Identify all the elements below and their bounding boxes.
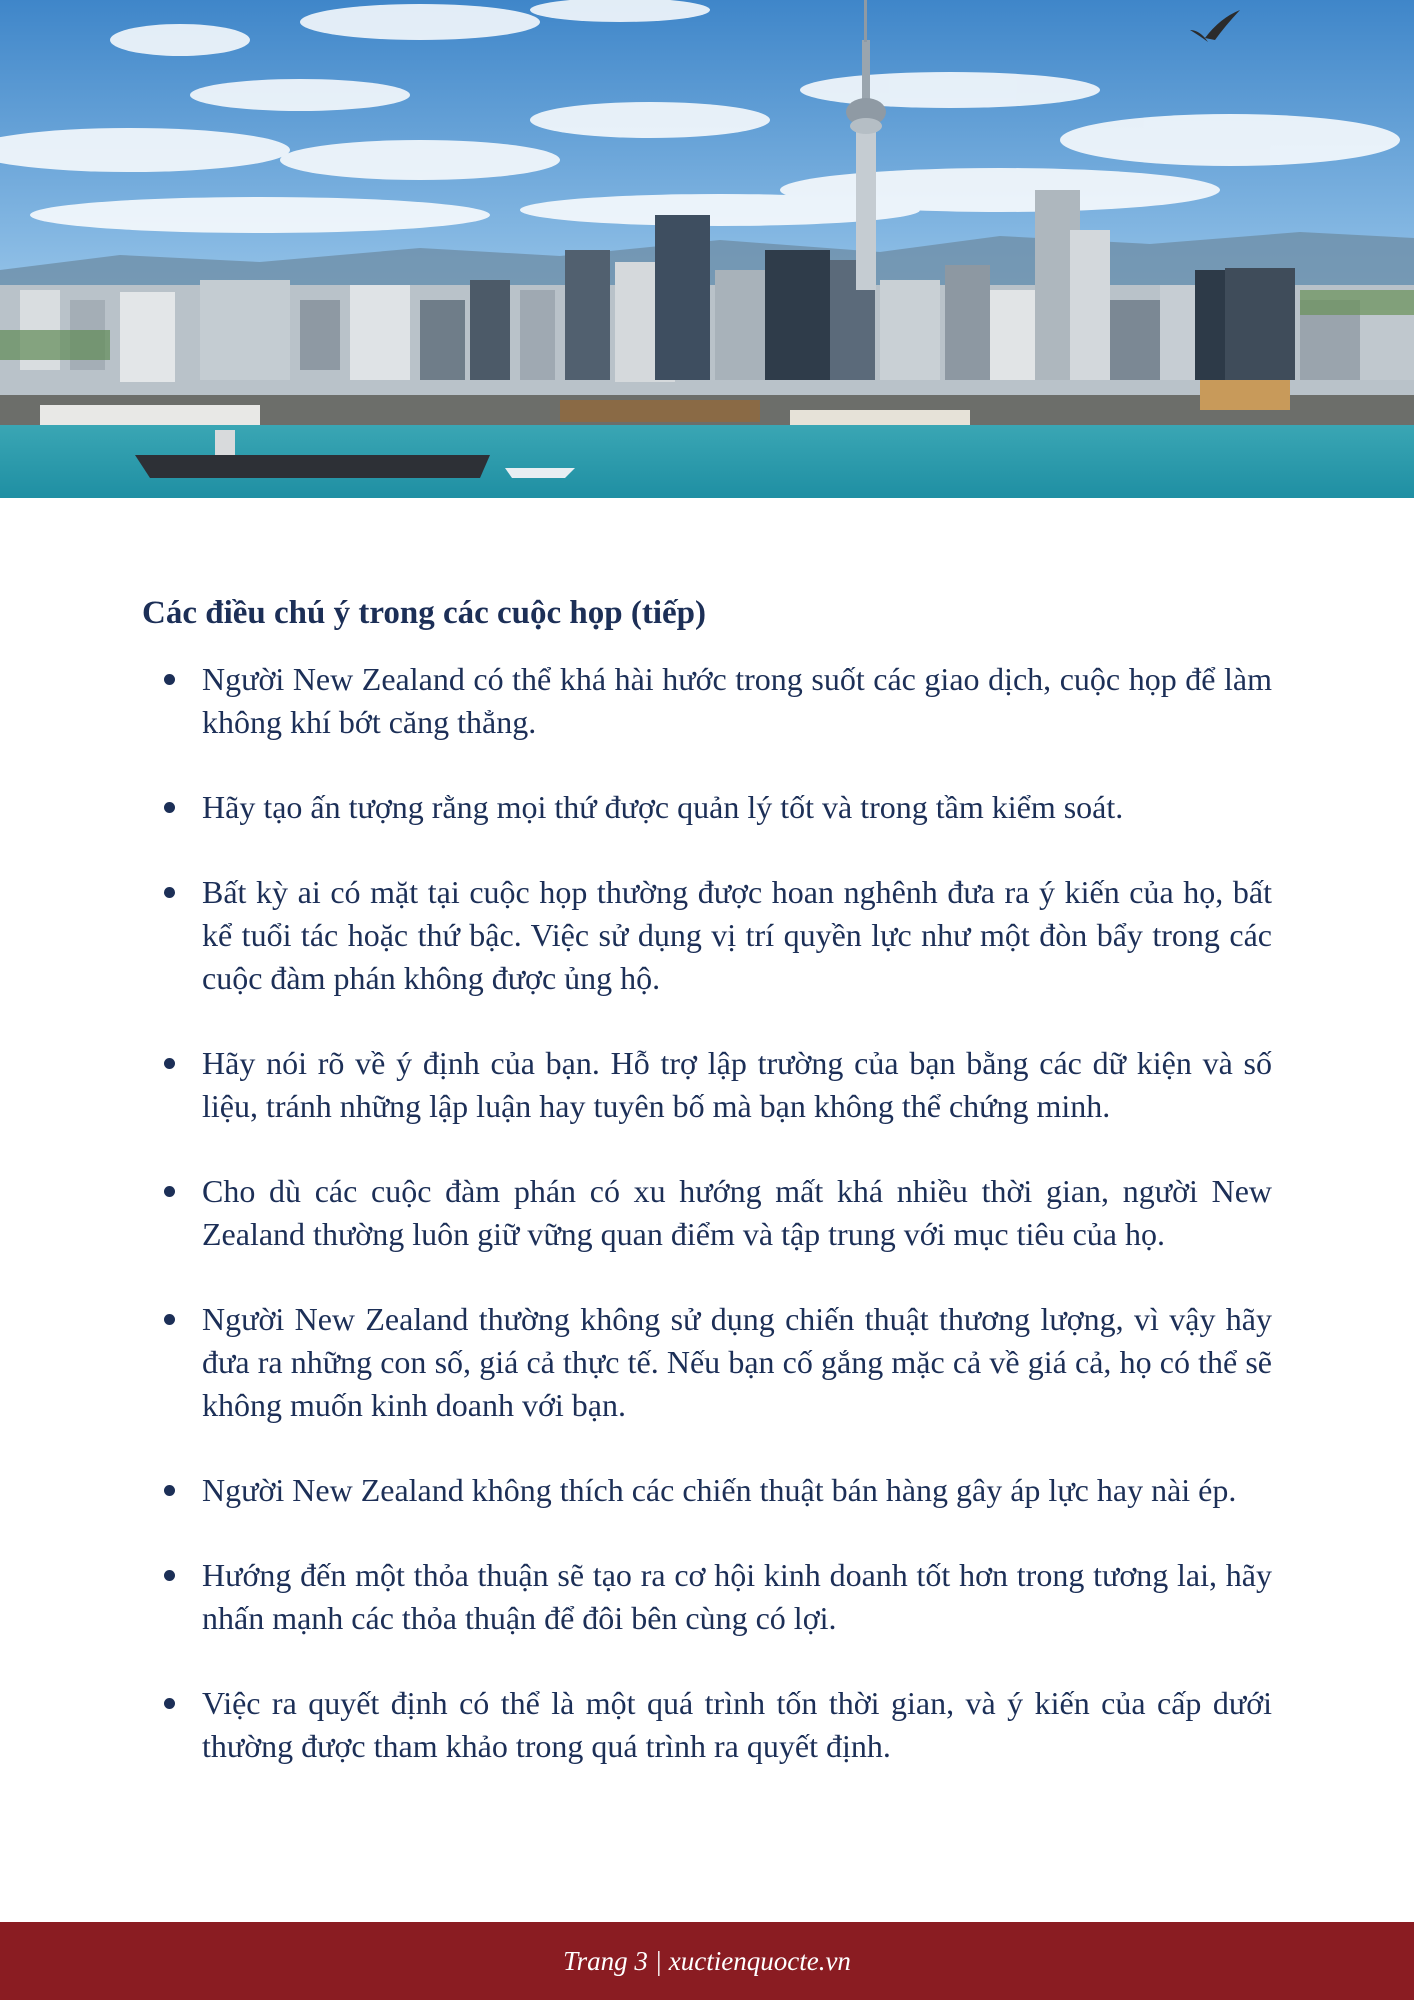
list-item-text: Hướng đến một thỏa thuận sẽ tạo ra cơ hội kinh doanh tốt hơn trong tương lai, hãy nhấn mạnh các thỏa thuận để đôi bên cùng có lợi. (202, 1557, 1272, 1636)
bullet-icon (164, 1698, 175, 1709)
hero-image (0, 0, 1414, 498)
list-item (142, 1298, 1272, 1427)
list-item (142, 1554, 1272, 1640)
bullet-icon (164, 1314, 175, 1325)
list-item-text: Người New Zealand không thích các chiến thuật bán hàng gây áp lực hay nài ép. (202, 1472, 1237, 1508)
bullet-icon (164, 1186, 175, 1197)
list-item (142, 786, 1272, 829)
bullet-icon (164, 887, 175, 898)
list-item (142, 1042, 1272, 1128)
list-item (142, 1682, 1272, 1768)
bullet-icon (164, 1058, 175, 1069)
section-heading: Các điều chú ý trong các cuộc họp (tiếp) (142, 595, 707, 631)
list-item (142, 658, 1272, 744)
content-section (142, 588, 1272, 1810)
page-footer (0, 1922, 1414, 2000)
list-item-text: Người New Zealand thường không sử dụng chiến thuật thương lượng, vì vậy hãy đưa ra những con số, giá cả thực tế. Nếu bạn cố gắng mặc cả về giá cả, họ có thể sẽ không muốn kinh doanh với bạn. (202, 1301, 1272, 1423)
list-item (142, 1170, 1272, 1256)
bullet-icon (164, 1485, 175, 1496)
footer-text: Trang 3 | xuctienquocte.vn (563, 1945, 851, 1976)
bullet-icon (164, 802, 175, 813)
bullet-icon (164, 674, 175, 685)
bullet-list (142, 658, 1272, 1768)
list-item-text: Cho dù các cuộc đàm phán có xu hướng mất khá nhiều thời gian, người New Zealand thường luôn giữ vững quan điểm và tập trung với mục tiêu của họ. (202, 1173, 1272, 1252)
list-item (142, 1469, 1272, 1512)
list-item-text: Bất kỳ ai có mặt tại cuộc họp thường được hoan nghênh đưa ra ý kiến của họ, bất kể tuổi tác hoặc thứ bậc. Việc sử dụng vị trí quyền lực như một đòn bẩy trong các cuộc đàm phán không được ủng hộ. (202, 874, 1272, 996)
list-item-text: Hãy tạo ấn tượng rằng mọi thứ được quản lý tốt và trong tầm kiểm soát. (202, 789, 1124, 825)
list-item-text: Việc ra quyết định có thể là một quá trình tốn thời gian, và ý kiến của cấp dưới thường được tham khảo trong quá trình ra quyết định. (202, 1685, 1272, 1764)
auckland-skyline-photo (0, 0, 1414, 498)
bullet-icon (164, 1570, 175, 1581)
list-item-text: Người New Zealand có thể khá hài hước trong suốt các giao dịch, cuộc họp để làm không khí bớt căng thẳng. (202, 661, 1272, 740)
list-item-text: Hãy nói rõ về ý định của bạn. Hỗ trợ lập trường của bạn bằng các dữ kiện và số liệu, tránh những lập luận hay tuyên bố mà bạn không thể chứng minh. (202, 1045, 1272, 1124)
list-item (142, 871, 1272, 1000)
